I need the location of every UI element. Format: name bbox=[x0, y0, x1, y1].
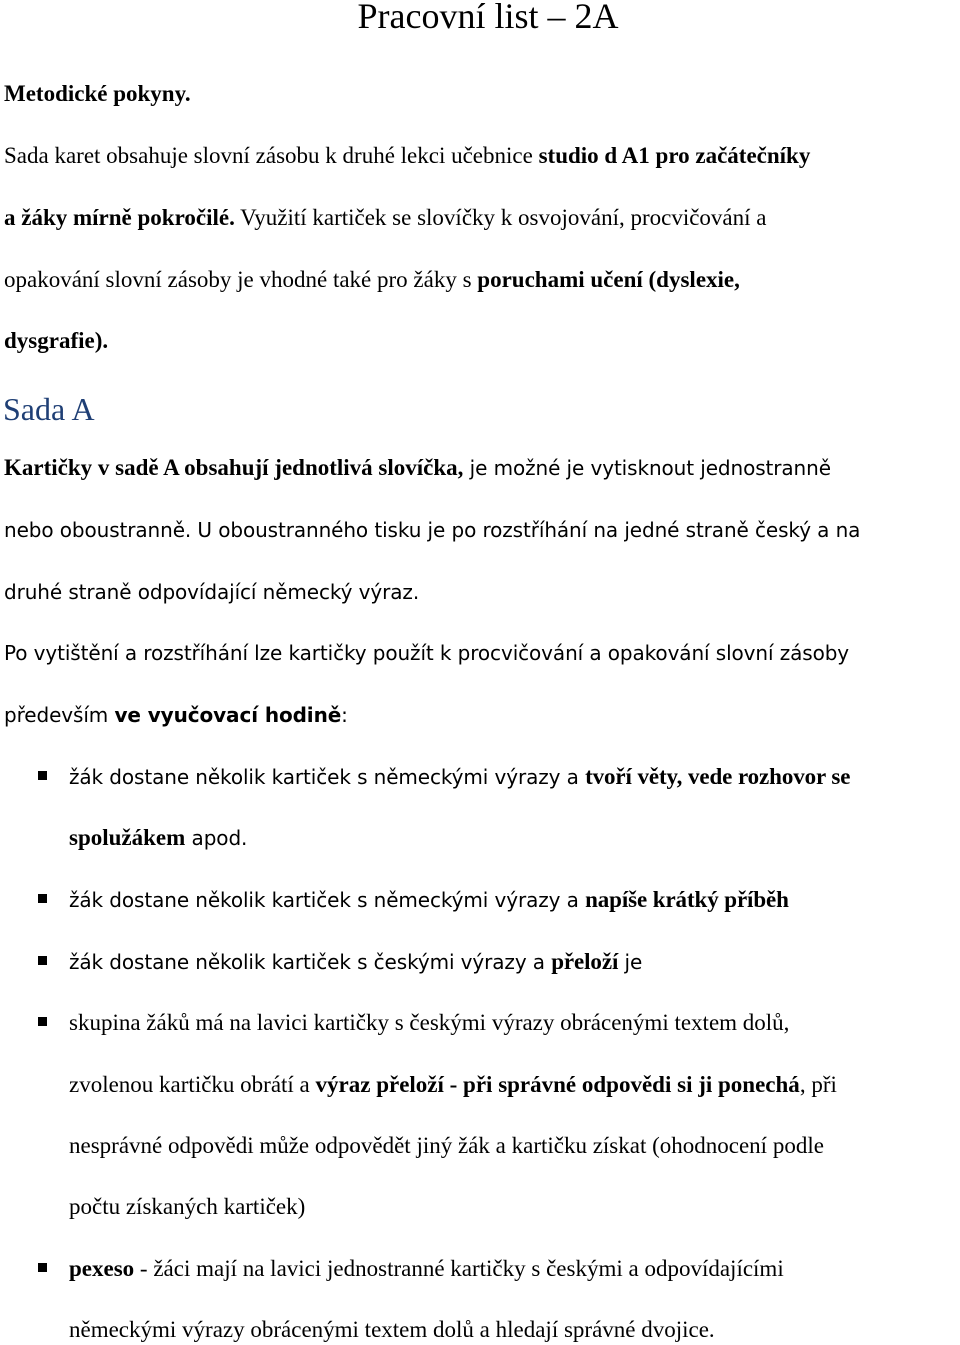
intro-line-2 bbox=[4, 203, 767, 233]
learning-disorders: poruchami učení (dyslexie, bbox=[477, 267, 740, 292]
textbook-name: studio d A1 pro začátečníky bbox=[538, 143, 811, 168]
bullet-2-text: žák dostane několik kartiček s německými výrazy a bbox=[69, 888, 586, 912]
section-line-5-text: především bbox=[4, 703, 115, 727]
intro-line-2-text: Využití kartiček se slovíčky k osvojování, procvičování a bbox=[234, 205, 767, 230]
section-line-1-bold: Kartičky v sadě A obsahují jednotlivá slovíčka, bbox=[4, 455, 464, 480]
bullet-1-bold: tvoří věty, vede rozhovor se bbox=[585, 764, 851, 789]
section-line-1-text: je možné je vytisknout jednostranně bbox=[463, 456, 831, 480]
in-class-emphasis: ve vyučovací hodině bbox=[114, 703, 342, 727]
page-title: Pracovní list – 2A bbox=[357, 0, 619, 36]
section-heading: Sada A bbox=[3, 391, 95, 427]
section-line-2: nebo oboustranně. U oboustranného tisku je po rozstříhání na jedné straně český a na bbox=[4, 518, 861, 542]
intro-line-1-text: Sada karet obsahuje slovní zásobu k druhé lekci učebnice bbox=[4, 143, 539, 168]
bullet-5-line-1 bbox=[69, 1254, 784, 1284]
bullet-1-classmate: spolužákem bbox=[69, 825, 186, 850]
section-line-5 bbox=[4, 700, 348, 730]
bullet-4-line-3: nesprávné odpovědi může odpovědět jiný žák a kartičku získat (ohodnocení podle bbox=[69, 1133, 824, 1158]
bullet-4-line-1: skupina žáků má na lavici kartičky s českými výrazy obrácenými textem dolů, bbox=[69, 1010, 790, 1035]
intro-line-4-text: dysgrafie). bbox=[4, 328, 109, 353]
bullet-4-line-2 bbox=[69, 1070, 837, 1100]
bullet-4-line-4: počtu získaných kartiček) bbox=[69, 1194, 306, 1219]
bullet-square-icon bbox=[38, 771, 47, 780]
section-line-4: Po vytištění a rozstříhání lze kartičky použít k procvičování a opakování slovní zásoby bbox=[4, 641, 850, 665]
bullet-2-bold: napíše krátký příběh bbox=[585, 887, 789, 912]
methodology-heading-text: Metodické pokyny. bbox=[4, 81, 191, 106]
bullet-1-line-2 bbox=[69, 823, 247, 853]
methodology-heading bbox=[4, 79, 191, 109]
bullet-1-etc: apod. bbox=[185, 826, 248, 850]
bullet-5-text: - žáci mají na lavici jednostranné kartičky s českými a odpovídajícími bbox=[134, 1256, 784, 1281]
bullet-1-text: žák dostane několik kartiček s německými výrazy a bbox=[69, 765, 586, 789]
section-line-5-colon: : bbox=[341, 703, 348, 727]
bullet-square-icon bbox=[38, 1017, 47, 1026]
intro-line-3-text: opakování slovní zásoby je vhodné také pro žáky s bbox=[4, 267, 478, 292]
bullet-1-line-1 bbox=[69, 762, 850, 792]
bullet-square-icon bbox=[38, 894, 47, 903]
bullet-5-line-2: německými výrazy obrácenými textem dolů a hledají správné dvojice. bbox=[69, 1317, 715, 1342]
bullet-4-bold: výraz přeloží - při správné odpovědi si ji ponechá bbox=[315, 1072, 800, 1097]
bullet-2 bbox=[69, 885, 789, 915]
bullet-3-text: žák dostane několik kartiček s českými výrazy a bbox=[69, 950, 552, 974]
intro-line-3 bbox=[4, 265, 740, 295]
pexeso-term: pexeso bbox=[69, 1256, 135, 1281]
bullet-square-icon bbox=[38, 1263, 47, 1272]
bullet-4-text: zvolenou kartičku obrátí a bbox=[69, 1072, 316, 1097]
intro-line-1 bbox=[4, 141, 810, 171]
intro-line-4 bbox=[4, 326, 108, 356]
target-level: a žáky mírně pokročilé. bbox=[4, 205, 235, 230]
section-line-3: druhé straně odpovídající německý výraz. bbox=[4, 580, 420, 604]
section-line-1 bbox=[4, 453, 831, 483]
bullet-3-bold: přeloží bbox=[551, 949, 619, 974]
bullet-square-icon bbox=[38, 956, 47, 965]
bullet-3-end: je bbox=[618, 950, 643, 974]
bullet-3 bbox=[69, 947, 642, 977]
bullet-4-end: , při bbox=[799, 1072, 837, 1097]
